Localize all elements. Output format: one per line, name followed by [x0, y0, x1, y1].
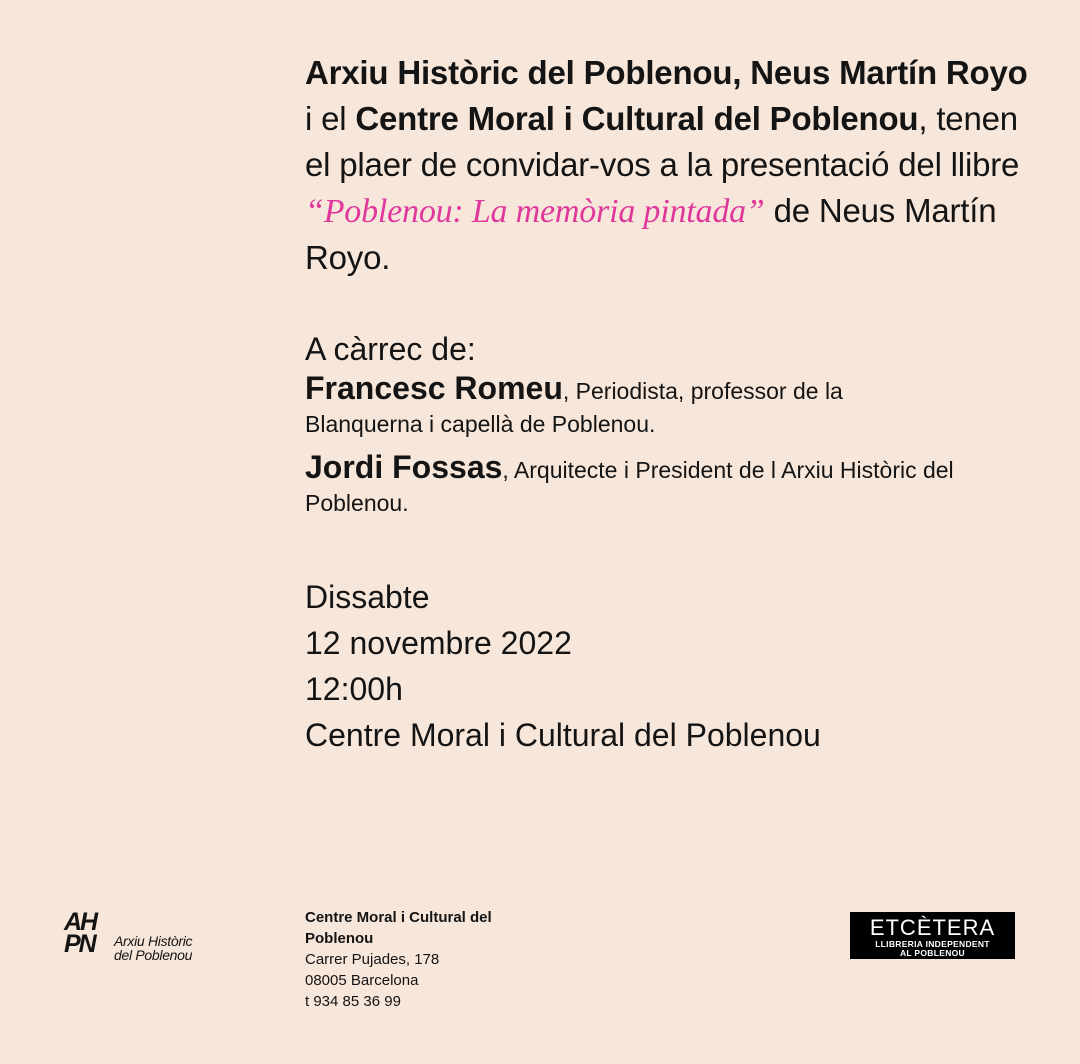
presenter-name: Jordi Fossas: [305, 449, 503, 485]
event-time: 12:00h: [305, 671, 403, 707]
bookshop-tagline-2: AL POBLENOU: [899, 948, 965, 958]
bookshop-name: ETCÈTERA: [869, 915, 996, 940]
ahpn-logo-mark: [64, 908, 97, 958]
venue-street: Carrer Pujades, 178: [305, 951, 440, 968]
book-title: “Poblenou: La memòria pintada”: [305, 193, 765, 230]
bookshop-logo: [850, 912, 1015, 959]
presenter-item: [305, 372, 965, 441]
ahpn-logo-line2: del Poblenou: [114, 947, 193, 963]
presenter-name: Francesc Romeu: [305, 370, 563, 406]
event-date: 12 novembre 2022: [305, 625, 572, 661]
presenter-item: [305, 451, 965, 520]
invitation-text: , tenen el plaer de convidar-vos a la presentació del llibre: [305, 100, 1020, 183]
venue-name: Centre Moral i Cultural del Poblenou: [305, 909, 492, 947]
ahpn-mark-bottom: PN: [64, 930, 95, 958]
event-day: Dissabte: [305, 579, 430, 615]
host-organizations: Arxiu Històric del Poblenou, Neus Martín Royo: [305, 54, 1028, 91]
ahpn-logo-line1: Arxiu Històric: [114, 933, 193, 949]
ahpn-logo-text: [114, 934, 192, 962]
ahpn-mark-top: AH: [64, 908, 97, 936]
event-place: Centre Moral i Cultural del Poblenou: [305, 717, 821, 753]
venue-organization: Centre Moral i Cultural del Poblenou: [355, 100, 919, 137]
presenter-description: , Arquitecte i President de l Arxiu Històric del Poblenou.: [305, 457, 954, 516]
presenter-description: , Periodista, professor de la Blanquerna i capellà de Poblenou.: [305, 378, 843, 437]
ahpn-logo: [64, 908, 214, 963]
invitation-intro: [305, 50, 1040, 281]
presenters-heading: A càrrec de:: [305, 331, 476, 367]
author-text: de Neus Martín Royo.: [305, 192, 997, 276]
bookshop-tagline-1: LLIBRERIA INDEPENDENT: [875, 939, 990, 949]
venue-phone: t 934 85 36 99: [305, 993, 401, 1010]
venue-city: 08005 Barcelona: [305, 972, 419, 989]
connector-text: i el: [305, 100, 356, 137]
venue-address: [305, 907, 545, 1012]
event-details: [305, 574, 821, 758]
